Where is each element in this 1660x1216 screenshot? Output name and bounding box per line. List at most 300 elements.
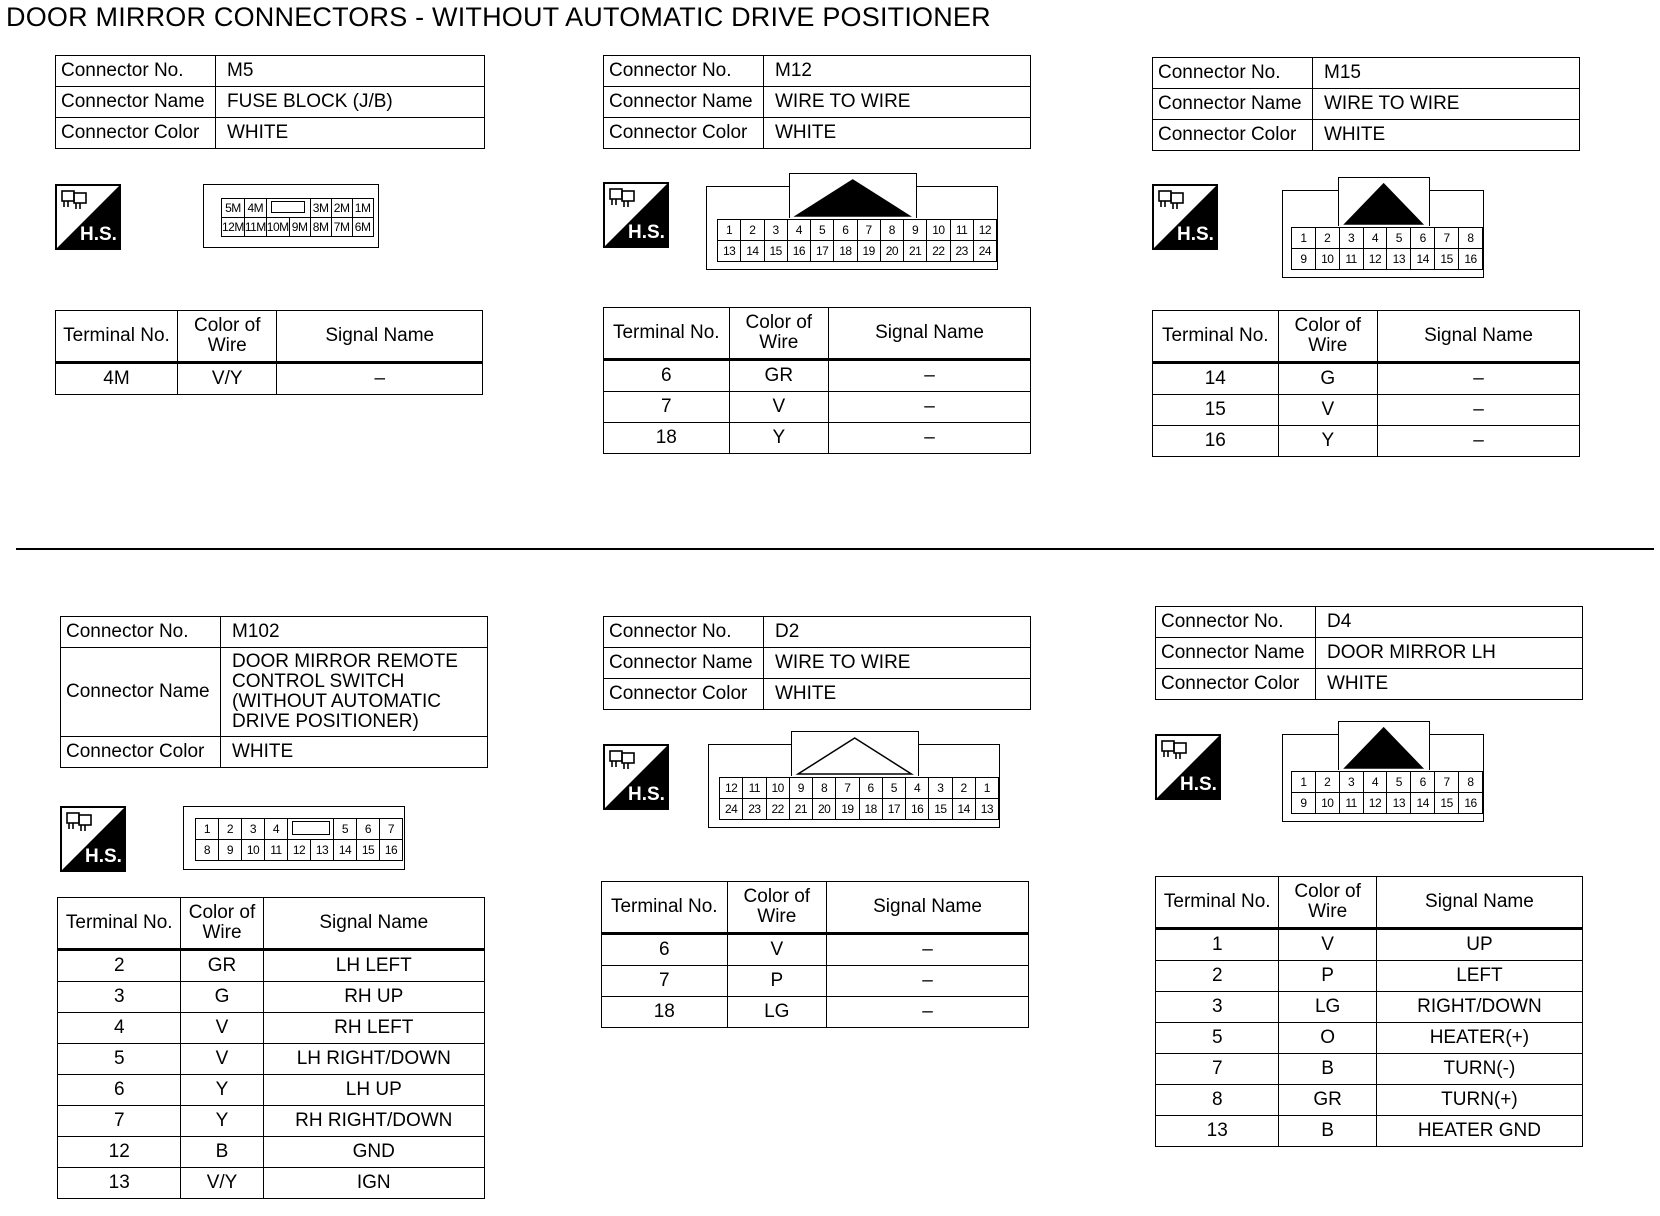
pin-cell — [222, 199, 245, 218]
pin-number: 3 — [772, 223, 779, 237]
terminal-no-header: Terminal No. — [1156, 877, 1279, 929]
pin-cell — [927, 220, 950, 241]
wire-color: Y — [181, 1106, 263, 1137]
pin-number: 9 — [797, 781, 804, 795]
terminal-row — [1156, 1085, 1583, 1116]
pin-number: 3 — [937, 781, 944, 795]
terminal-no: 7 — [604, 392, 730, 423]
pin-row — [718, 241, 997, 262]
pin-number: 16 — [1464, 796, 1477, 810]
pin-row — [720, 778, 999, 799]
terminal-row — [58, 1168, 485, 1199]
signal-name: RIGHT/DOWN — [1376, 992, 1582, 1023]
pin-number: 7 — [844, 781, 851, 795]
pin-cell — [1459, 228, 1483, 249]
pin-cell — [952, 778, 975, 799]
wire-color: LG — [1279, 992, 1376, 1023]
pin-cell — [789, 799, 812, 820]
wire-color: V — [1278, 395, 1378, 426]
pin-number: 22 — [932, 244, 945, 258]
signal-name: UP — [1376, 929, 1582, 961]
terminal-no-header: Terminal No. — [1153, 311, 1279, 363]
pin-number: 12 — [978, 223, 992, 237]
info-row — [1156, 607, 1583, 638]
terminal-header-row — [58, 898, 485, 950]
terminal-header-row — [56, 311, 483, 363]
pin-number: 12 — [724, 781, 738, 795]
pin-cell — [1411, 772, 1435, 793]
pin-cell — [1339, 793, 1363, 814]
terminal-row — [1153, 426, 1580, 457]
pin-cell — [242, 819, 265, 840]
pin-cell — [311, 840, 334, 861]
pin-number: 1 — [983, 781, 990, 795]
pin-cell — [334, 840, 357, 861]
pin-grid — [1291, 227, 1483, 270]
pin-cell — [973, 220, 996, 241]
pin-cell — [904, 220, 927, 241]
latch-slot — [288, 819, 334, 840]
pin-cell — [265, 819, 288, 840]
terminal-no-header: Terminal No. — [58, 898, 181, 950]
connector-no-value: D4 — [1316, 607, 1583, 638]
pin-number: 7 — [1443, 231, 1450, 245]
terminal-row — [1156, 1054, 1583, 1085]
signal-name: LEFT — [1376, 961, 1582, 992]
terminal-row — [1153, 363, 1580, 395]
wire-color: GR — [729, 360, 829, 392]
pin-cell — [929, 778, 952, 799]
info-label: Connector Name — [1153, 89, 1313, 120]
terminal-no: 14 — [1153, 363, 1279, 395]
pin-cell — [357, 840, 380, 861]
terminal-no: 1 — [1156, 929, 1279, 961]
info-label: Connector Color — [604, 679, 764, 710]
signal-name: – — [827, 966, 1029, 997]
pin-cell — [1387, 772, 1411, 793]
hs-label: H.S. — [85, 846, 122, 867]
pin-number: 1 — [726, 223, 733, 237]
pin-number: 10 — [771, 781, 784, 795]
pin-number: 3 — [249, 822, 257, 836]
wire-color: Y — [729, 423, 829, 454]
terminal-no: 5 — [58, 1044, 181, 1075]
pin-cell — [720, 778, 743, 799]
pin-number: 5 — [1395, 775, 1402, 789]
terminal-no: 16 — [1153, 426, 1279, 457]
pin-cell — [906, 799, 929, 820]
signal-name: – — [277, 363, 483, 395]
info-row — [56, 118, 485, 149]
pin-cell — [720, 799, 743, 820]
info-label: Connector No. — [61, 617, 221, 648]
pin-cell — [811, 220, 834, 241]
terminal-header-row — [602, 882, 1029, 934]
pin-number: 5M — [225, 201, 241, 215]
harness-side-icon — [603, 182, 669, 248]
connector-face — [1282, 734, 1484, 822]
terminal-no: 18 — [602, 997, 728, 1028]
pin-cell — [244, 218, 266, 237]
hs-label: H.S. — [628, 222, 665, 243]
pin-cell — [952, 799, 975, 820]
pin-number: 7 — [865, 223, 872, 237]
terminal-no: 4M — [56, 363, 178, 395]
pin-cell — [975, 799, 998, 820]
connector-no-value: M102 — [221, 617, 488, 648]
pin-number: 5 — [341, 822, 349, 836]
pin-number: 17 — [887, 802, 901, 816]
pin-cell — [882, 778, 905, 799]
signal-name-header: Signal Name — [1376, 877, 1582, 929]
terminal-row — [58, 982, 485, 1013]
signal-name: LH LEFT — [263, 950, 484, 982]
pin-row — [1292, 793, 1483, 814]
connector-name-value: DOOR MIRROR REMOTE CONTROL SWITCH (WITHOUT AUTOMATIC DRIVE POSITIONER) — [221, 648, 488, 737]
wire-color: GR — [1279, 1085, 1376, 1116]
pin-cell — [813, 778, 836, 799]
info-label: Connector No. — [604, 617, 764, 648]
pin-number: 10 — [246, 843, 260, 857]
wire-color: P — [727, 966, 827, 997]
connector-face — [706, 186, 998, 270]
info-row — [604, 648, 1031, 679]
info-label: Connector Name — [61, 648, 221, 737]
signal-name: – — [1378, 363, 1580, 395]
pin-number: 20 — [817, 802, 831, 816]
pin-number: 6 — [1419, 775, 1426, 789]
pin-number: 20 — [885, 244, 899, 258]
pin-cell — [834, 220, 857, 241]
terminal-no: 4 — [58, 1013, 181, 1044]
info-label: Connector No. — [1153, 58, 1313, 89]
wire-color: Y — [181, 1075, 263, 1106]
connector-color-value: WHITE — [221, 737, 488, 768]
pin-cell — [882, 799, 905, 820]
signal-name: GND — [263, 1137, 484, 1168]
pin-number: 6 — [867, 781, 874, 795]
info-row — [56, 87, 485, 118]
info-label: Connector Color — [56, 118, 216, 149]
pin-cell — [1339, 249, 1363, 270]
connector-name-value: WIRE TO WIRE — [1313, 89, 1580, 120]
wire-color-header: Color of Wire — [181, 898, 263, 950]
pin-cell — [857, 241, 880, 262]
connector-latch — [791, 731, 918, 776]
pin-number: 23 — [748, 802, 761, 816]
terminal-no: 15 — [1153, 395, 1279, 426]
pin-number: 9 — [912, 223, 919, 237]
pin-number: 5 — [1395, 231, 1402, 245]
pin-cell — [222, 218, 245, 237]
pin-cell — [380, 819, 403, 840]
signal-name: HEATER GND — [1376, 1116, 1582, 1147]
pin-cell — [331, 199, 352, 218]
pin-cell — [950, 241, 973, 262]
pin-number: 2 — [1324, 775, 1331, 789]
pin-cell — [1363, 228, 1387, 249]
pin-number: 6 — [364, 822, 372, 836]
pin-number: 15 — [1440, 796, 1453, 810]
info-row — [1156, 669, 1583, 700]
pin-grid — [1291, 771, 1483, 814]
pin-number: 11 — [270, 843, 282, 857]
wire-color: O — [1279, 1023, 1376, 1054]
terminal-no: 5 — [1156, 1023, 1279, 1054]
latch-slot-mark — [271, 201, 305, 213]
connector-color-value: WHITE — [1313, 120, 1580, 151]
pin-row — [196, 819, 403, 840]
pin-cell — [289, 218, 310, 237]
info-row — [61, 648, 488, 737]
signal-name: RH RIGHT/DOWN — [263, 1106, 484, 1137]
pin-number: 19 — [862, 244, 875, 258]
pin-row — [720, 799, 999, 820]
pin-number: 4M — [247, 201, 264, 215]
wire-color: P — [1279, 961, 1376, 992]
pin-number: 11 — [1345, 252, 1357, 266]
pin-number: 3M — [312, 201, 329, 215]
connector-no-value: M12 — [764, 56, 1031, 87]
connector-no-value: M15 — [1313, 58, 1580, 89]
info-row — [1153, 120, 1580, 151]
pin-cell — [950, 220, 973, 241]
pin-row — [1292, 228, 1483, 249]
terminal-table — [57, 897, 485, 1199]
info-row — [604, 118, 1031, 149]
pin-number: 6 — [842, 223, 849, 237]
pin-number: 9 — [1300, 252, 1307, 266]
pin-number: 3 — [1348, 231, 1355, 245]
pin-row — [222, 199, 374, 218]
terminal-no: 6 — [602, 934, 728, 966]
pin-number: 21 — [908, 244, 922, 258]
wire-color: B — [181, 1137, 263, 1168]
info-row — [604, 679, 1031, 710]
terminal-no-header: Terminal No. — [602, 882, 728, 934]
harness-side-icon — [1152, 184, 1218, 250]
pin-cell — [1435, 793, 1459, 814]
pin-number: 12 — [292, 843, 306, 857]
pin-number: 16 — [384, 843, 398, 857]
pin-cell — [357, 819, 380, 840]
hs-label: H.S. — [1180, 774, 1217, 795]
pin-number: 18 — [864, 802, 877, 816]
pin-number: 8 — [821, 781, 828, 795]
terminal-row — [604, 360, 1031, 392]
pin-cell — [334, 819, 357, 840]
connector-latch — [789, 173, 916, 218]
signal-name: – — [1378, 395, 1580, 426]
signal-name: – — [829, 423, 1031, 454]
pin-number: 13 — [1392, 252, 1406, 266]
pin-cell — [266, 218, 289, 237]
section-divider — [16, 548, 1654, 550]
pin-cell — [1411, 793, 1435, 814]
latch-slot-mark — [292, 821, 330, 835]
wire-color: G — [181, 982, 263, 1013]
connector-color-value: WHITE — [764, 679, 1031, 710]
pin-number: 4 — [272, 822, 280, 836]
wire-color: V — [1279, 929, 1376, 961]
pin-cell — [1435, 249, 1459, 270]
pin-cell — [1411, 228, 1435, 249]
pin-number: 4 — [914, 781, 921, 795]
pin-cell — [813, 799, 836, 820]
latch-slot — [266, 199, 310, 218]
connector-info-table — [55, 55, 485, 149]
wire-color-header: Color of Wire — [177, 311, 277, 363]
signal-name: TURN(+) — [1376, 1085, 1582, 1116]
pin-number: 1 — [1300, 775, 1307, 789]
pin-cell — [789, 778, 812, 799]
pin-number: 2 — [960, 781, 967, 795]
connector-name-value: FUSE BLOCK (J/B) — [216, 87, 485, 118]
connector-color-value: WHITE — [1316, 669, 1583, 700]
pin-number: 9 — [1300, 796, 1307, 810]
terminal-row — [58, 1106, 485, 1137]
pin-grid — [195, 818, 403, 861]
pin-cell — [743, 778, 766, 799]
harness-side-icon — [1155, 734, 1221, 800]
pin-cell — [1292, 793, 1316, 814]
info-label: Connector No. — [604, 56, 764, 87]
pin-number: 24 — [978, 244, 992, 258]
info-row — [604, 617, 1031, 648]
connector-color-value: WHITE — [764, 118, 1031, 149]
wire-color: V — [181, 1044, 263, 1075]
pin-number: 4 — [795, 223, 802, 237]
connector-name-value: WIRE TO WIRE — [764, 648, 1031, 679]
terminal-row — [1156, 1023, 1583, 1054]
pin-cell — [196, 840, 219, 861]
pin-cell — [764, 241, 787, 262]
pin-number: 18 — [839, 244, 852, 258]
harness-side-icon — [55, 184, 121, 250]
pin-cell — [859, 778, 882, 799]
pin-cell — [1363, 249, 1387, 270]
terminal-no: 3 — [58, 982, 181, 1013]
pin-cell — [244, 199, 266, 218]
pin-number: 7 — [387, 822, 395, 836]
signal-name: – — [827, 934, 1029, 966]
pin-number: 2 — [226, 822, 234, 836]
signal-name: LH RIGHT/DOWN — [263, 1044, 484, 1075]
connector-info-table — [60, 616, 488, 768]
pin-number: 16 — [1464, 252, 1477, 266]
pin-number: 1 — [203, 822, 211, 836]
wire-color: G — [1278, 363, 1378, 395]
terminal-table — [1155, 876, 1583, 1147]
terminal-no: 6 — [58, 1075, 181, 1106]
signal-name: – — [829, 392, 1031, 423]
terminal-no: 2 — [1156, 961, 1279, 992]
info-label: Connector Color — [61, 737, 221, 768]
pin-number: 17 — [815, 244, 829, 258]
pin-number: 9M — [291, 220, 308, 234]
hs-label: H.S. — [80, 224, 117, 245]
terminal-row — [604, 392, 1031, 423]
wire-color-header: Color of Wire — [727, 882, 827, 934]
wire-color: V — [729, 392, 829, 423]
pin-number: 2 — [749, 223, 756, 237]
terminal-table — [603, 307, 1031, 454]
signal-name-header: Signal Name — [829, 308, 1031, 360]
pin-number: 10 — [932, 223, 945, 237]
pin-number: 8 — [1467, 231, 1474, 245]
signal-name-header: Signal Name — [1378, 311, 1580, 363]
connector-no-value: M5 — [216, 56, 485, 87]
terminal-row — [604, 423, 1031, 454]
terminal-no: 7 — [58, 1106, 181, 1137]
connector-face — [708, 744, 1000, 828]
pin-row — [1292, 772, 1483, 793]
connector-latch — [1338, 177, 1429, 226]
signal-name: – — [827, 997, 1029, 1028]
pin-number: 13 — [722, 244, 736, 258]
pin-cell — [219, 840, 242, 861]
pin-cell — [1435, 228, 1459, 249]
pin-number: 14 — [1416, 252, 1429, 266]
terminal-row — [58, 1075, 485, 1106]
connector-face — [1282, 190, 1484, 278]
pin-number: 14 — [338, 843, 352, 857]
info-label: Connector No. — [1156, 607, 1316, 638]
pin-number: 8 — [888, 223, 895, 237]
page-title: DOOR MIRROR CONNECTORS - WITHOUT AUTOMATIC DRIVE POSITIONER — [6, 2, 991, 32]
terminal-no-header: Terminal No. — [604, 308, 730, 360]
terminal-no: 8 — [1156, 1085, 1279, 1116]
connector-face — [203, 184, 379, 248]
pin-cell — [834, 241, 857, 262]
terminal-row — [58, 1044, 485, 1075]
pin-cell — [836, 778, 859, 799]
pin-grid — [221, 198, 374, 237]
pin-number: 11 — [955, 223, 968, 237]
hs-label: H.S. — [1177, 224, 1214, 245]
pin-cell — [1315, 793, 1339, 814]
pin-cell — [1292, 228, 1316, 249]
terminal-header-row — [604, 308, 1031, 360]
signal-name: TURN(-) — [1376, 1054, 1582, 1085]
signal-name-header: Signal Name — [827, 882, 1029, 934]
pin-cell — [1435, 772, 1459, 793]
pin-cell — [1292, 772, 1316, 793]
connector-name-value: DOOR MIRROR LH — [1316, 638, 1583, 669]
pin-cell — [973, 241, 996, 262]
connector-info-table — [603, 55, 1031, 149]
info-row — [61, 737, 488, 768]
signal-name: IGN — [263, 1168, 484, 1199]
pin-cell — [811, 241, 834, 262]
terminal-row — [1156, 961, 1583, 992]
terminal-no: 13 — [1156, 1116, 1279, 1147]
wire-color-header: Color of Wire — [1278, 311, 1378, 363]
terminal-header-row — [1156, 877, 1583, 929]
terminal-no: 2 — [58, 950, 181, 982]
pin-number: 24 — [724, 802, 738, 816]
pin-cell — [787, 220, 810, 241]
pin-number: 13 — [980, 802, 994, 816]
pin-cell — [743, 799, 766, 820]
connector-face — [183, 806, 405, 870]
signal-name: – — [829, 360, 1031, 392]
info-row — [604, 56, 1031, 87]
pin-number: 22 — [771, 802, 784, 816]
signal-name-header: Signal Name — [277, 311, 483, 363]
terminal-table — [55, 310, 483, 395]
pin-cell — [718, 241, 741, 262]
